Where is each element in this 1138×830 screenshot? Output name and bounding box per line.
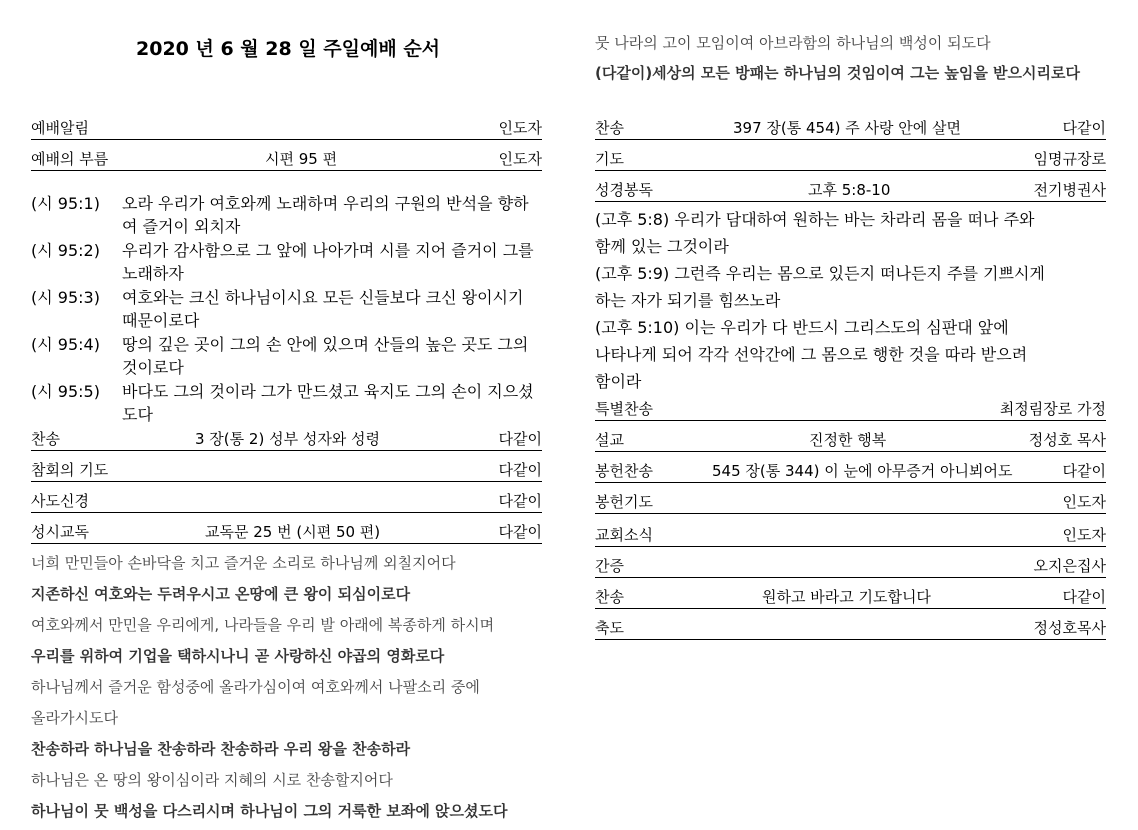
scripture-line: 함이라 xyxy=(595,372,642,391)
scripture-line: 나타나게 되어 각각 선악간에 그 몸으로 행한 것을 따라 받으려 xyxy=(595,345,1028,364)
scripture-line: 함께 있는 그것이라 xyxy=(595,237,729,256)
row-leader: 다같이 xyxy=(498,461,542,479)
row-label: 봉헌기도 xyxy=(595,493,653,511)
verse-text: 바다도 그의 것이라 그가 만드셨고 육지도 그의 손이 지으셨도다 xyxy=(122,382,534,424)
row-label: 찬송 xyxy=(31,430,60,448)
verse-ref: (시 95:2) xyxy=(31,241,100,260)
page-title: 2020 년 6 월 28 일 주일예배 순서 xyxy=(136,38,441,60)
scripture-line: (고후 5:10) 이는 우리가 다 반드시 그리스도의 심판대 앞에 xyxy=(595,318,1009,337)
row-label: 기도 xyxy=(595,150,624,168)
order-row-testimony xyxy=(595,555,1106,578)
row-label: 성경봉독 xyxy=(595,181,653,199)
row-leader: 다같이 xyxy=(498,430,542,448)
order-row-hymn xyxy=(595,117,1106,140)
row-leader: 정성호목사 xyxy=(1033,619,1106,637)
row-label: 사도신경 xyxy=(31,492,89,510)
order-row-creed xyxy=(31,490,542,513)
row-detail: 545 장(통 344) 이 눈에 아무증거 아니뵈어도 xyxy=(712,462,1013,480)
order-row-announcement xyxy=(31,117,542,140)
responsive-line: 우리를 위하여 기업을 택하시나니 곧 사랑하신 야곱의 영화로다 xyxy=(31,647,445,665)
verse-ref: (시 95:4) xyxy=(31,335,100,354)
row-label: 예배알림 xyxy=(31,119,89,137)
row-leader: 다같이 xyxy=(498,523,542,541)
row-label: 축도 xyxy=(595,619,624,637)
order-row-closing-hymn xyxy=(595,586,1106,609)
responsive-line: 뭇 나라의 고이 모임이여 아브라함의 하나님의 백성이 되도다 xyxy=(595,34,991,52)
responsive-line: 지존하신 여호와는 두려우시고 온땅에 큰 왕이 되심이로다 xyxy=(31,585,411,603)
order-row-church-news xyxy=(595,524,1106,547)
row-label: 특별찬송 xyxy=(595,400,653,418)
verse-text: 오라 우리가 여호와께 노래하며 우리의 구원의 반석을 향하여 즐거이 외치자 xyxy=(122,194,529,236)
responsive-line: 하나님은 온 땅의 왕이심이라 지혜의 시로 찬송할지어다 xyxy=(31,771,393,789)
scripture-line: (고후 5:8) 우리가 담대하여 원하는 바는 차라리 몸을 떠나 주와 xyxy=(595,210,1035,229)
responsive-line: (다같이)세상의 모든 방패는 하나님의 것임이여 그는 높임을 받으시리로다 xyxy=(595,64,1080,82)
row-label: 예배의 부름 xyxy=(31,150,109,168)
responsive-line: 찬송하라 하나님을 찬송하라 찬송하라 우리 왕을 찬송하라 xyxy=(31,740,411,758)
order-row-responsive-reading xyxy=(31,521,542,544)
row-detail: 교독문 25 번 (시편 50 편) xyxy=(205,523,381,541)
row-label: 성시교독 xyxy=(31,523,89,541)
row-label: 찬송 xyxy=(595,119,624,137)
order-row-confession xyxy=(31,459,542,482)
row-leader: 다같이 xyxy=(1062,119,1106,137)
row-leader: 오지은집사 xyxy=(1033,557,1106,575)
scripture-line: 하는 자가 되기를 힘쓰노라 xyxy=(595,291,781,310)
responsive-line: 하나님께서 즐거운 함성중에 올라가심이여 여호와께서 나팔소리 중에 xyxy=(31,678,480,696)
row-leader: 전기병권사 xyxy=(1033,181,1106,199)
verse-text: 여호와는 크신 하나님이시요 모든 신들보다 크신 왕이시기 때문이로다 xyxy=(122,288,524,330)
order-row-offering-prayer xyxy=(595,491,1106,514)
row-leader: 다같이 xyxy=(1062,462,1106,480)
responsive-line: 여호와께서 만민을 우리에게, 나라들을 우리 발 아래에 복종하게 하시며 xyxy=(31,616,495,634)
responsive-line: 하나님이 뭇 백성을 다스리시며 하나님이 그의 거룩한 보좌에 앉으셨도다 xyxy=(31,802,508,820)
order-row-scripture-reading xyxy=(595,179,1106,202)
row-label: 찬송 xyxy=(595,588,624,606)
responsive-line: 올라가시도다 xyxy=(31,709,118,727)
verse-text: 우리가 감사함으로 그 앞에 나아가며 시를 지어 즐거이 그를 노래하자 xyxy=(122,241,534,283)
order-row-sermon xyxy=(595,429,1106,452)
row-detail: 진정한 행복 xyxy=(809,431,887,449)
order-row-call-to-worship xyxy=(31,148,542,171)
row-detail: 시편 95 편 xyxy=(265,150,338,168)
row-leader: 최정림장로 가정 xyxy=(999,400,1106,418)
row-leader: 임명규장로 xyxy=(1033,150,1106,168)
order-row-hymn xyxy=(31,428,542,451)
row-detail: 397 장(통 454) 주 사랑 안에 살면 xyxy=(733,119,961,137)
order-row-special-music xyxy=(595,398,1106,421)
row-label: 설교 xyxy=(595,431,624,449)
row-leader: 정성호 목사 xyxy=(1028,431,1106,449)
row-leader: 인도자 xyxy=(498,119,542,137)
row-label: 간증 xyxy=(595,557,624,575)
verse-ref: (시 95:3) xyxy=(31,288,100,307)
row-label: 봉헌찬송 xyxy=(595,462,653,480)
row-leader: 다같이 xyxy=(1062,588,1106,606)
verse-text: 땅의 깊은 곳이 그의 손 안에 있으며 산들의 높은 곳도 그의 것이로다 xyxy=(122,335,529,377)
row-label: 참회의 기도 xyxy=(31,461,109,479)
row-leader: 인도자 xyxy=(1062,526,1106,544)
row-detail: 3 장(통 2) 성부 성자와 성령 xyxy=(195,430,381,448)
row-detail: 고후 5:8-10 xyxy=(808,181,891,199)
order-row-offering-hymn xyxy=(595,460,1106,483)
row-label: 교회소식 xyxy=(595,526,653,544)
verse-ref: (시 95:5) xyxy=(31,382,100,401)
row-leader: 다같이 xyxy=(498,492,542,510)
order-row-benediction xyxy=(595,617,1106,640)
responsive-line: 너희 만민들아 손바닥을 치고 즐거운 소리로 하나님께 외칠지어다 xyxy=(31,554,456,572)
row-leader: 인도자 xyxy=(498,150,542,168)
row-leader: 인도자 xyxy=(1062,493,1106,511)
row-detail: 원하고 바라고 기도합니다 xyxy=(762,588,931,606)
scripture-line: (고후 5:9) 그런즉 우리는 몸으로 있든지 떠나든지 주를 기쁘시게 xyxy=(595,264,1045,283)
verse-ref: (시 95:1) xyxy=(31,194,100,213)
order-row-prayer xyxy=(595,148,1106,171)
